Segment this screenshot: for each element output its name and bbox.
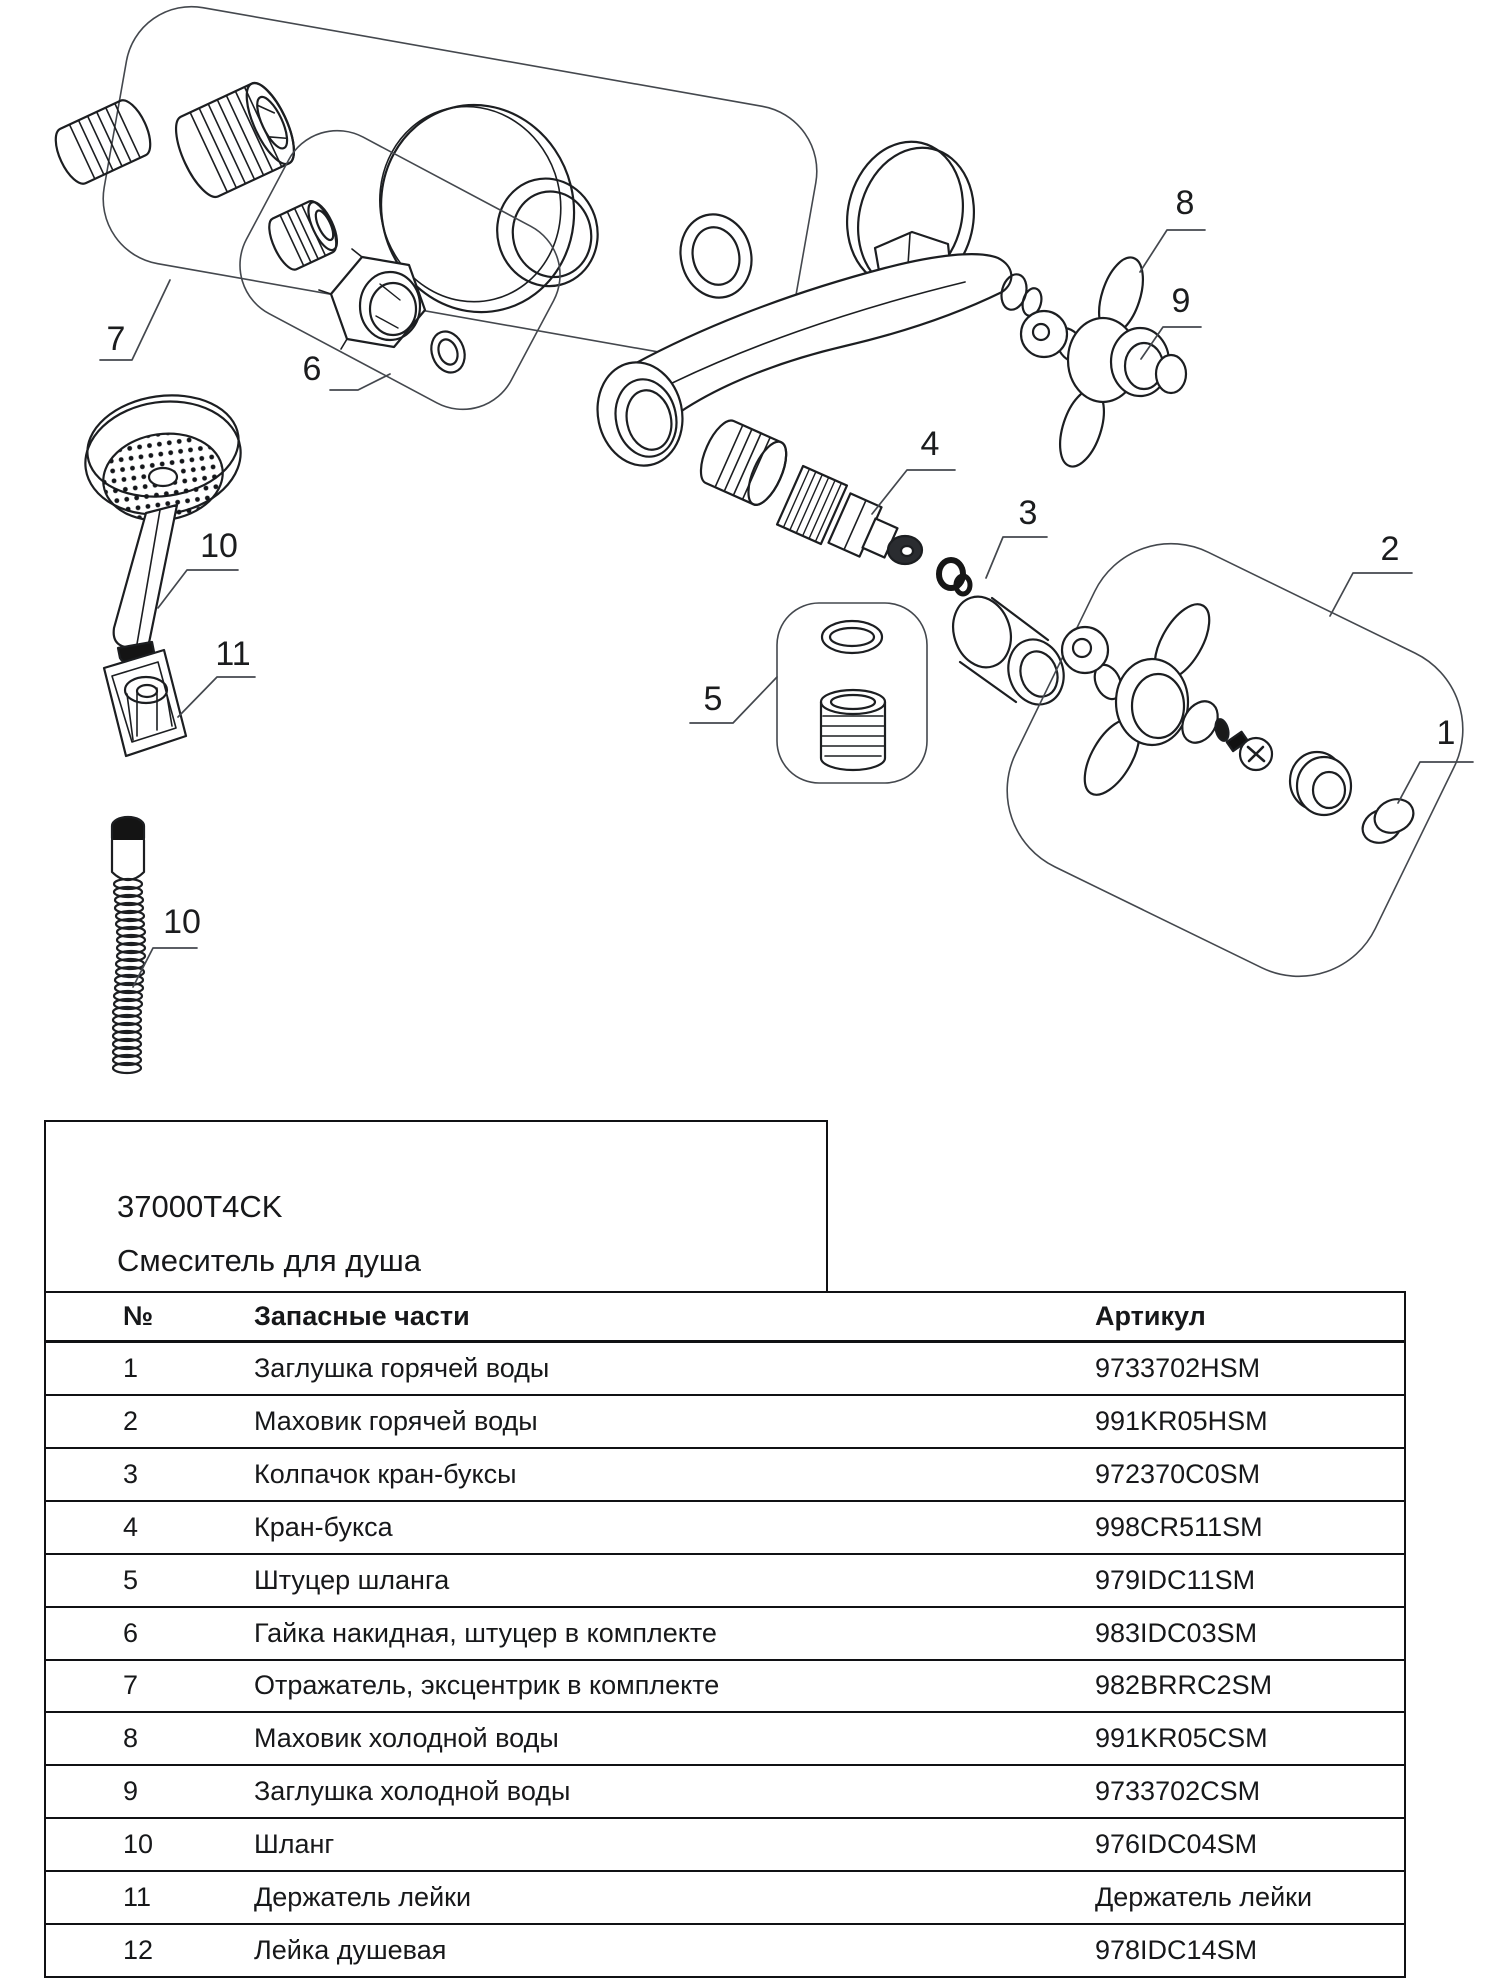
table-row xyxy=(46,1500,1404,1553)
cell-num: 2 xyxy=(123,1405,139,1436)
callout-8: 8 xyxy=(1175,184,1195,222)
o-ring-6 xyxy=(426,327,470,377)
cell-num: 11 xyxy=(123,1882,152,1913)
table-row xyxy=(46,1606,1404,1659)
cell-article: 979IDC11SM xyxy=(1095,1564,1256,1595)
title-block xyxy=(44,1120,828,1291)
cell-article: 972370C0SM xyxy=(1095,1458,1261,1489)
header-num: № xyxy=(123,1301,154,1331)
group-nipple-kit xyxy=(777,603,927,783)
leader-4 xyxy=(872,470,955,514)
header-parts: Запасные части xyxy=(254,1301,470,1331)
part-holder xyxy=(104,650,186,756)
callout-7: 7 xyxy=(106,320,126,358)
cell-article: 9733702CSM xyxy=(1095,1776,1261,1807)
group-handle-kit xyxy=(979,515,1491,1005)
nipple-6 xyxy=(263,196,344,273)
cell-article: 998CR511SM xyxy=(1095,1511,1263,1542)
union-nut xyxy=(319,249,425,349)
kit-7-outline xyxy=(93,0,828,374)
cell-name: Заглушка горячей воды xyxy=(254,1352,550,1383)
part-plug-cold xyxy=(1111,328,1186,396)
cell-num: 3 xyxy=(123,1458,139,1489)
handle-washer xyxy=(1213,718,1230,742)
callout-5: 5 xyxy=(703,680,723,718)
leader-2 xyxy=(1330,573,1412,616)
table-row xyxy=(46,1447,1404,1500)
cell-num: 6 xyxy=(123,1617,139,1648)
hose-nipple xyxy=(821,690,885,770)
part-cartridge xyxy=(693,415,922,564)
table-row xyxy=(46,1870,1404,1923)
cell-article: 982BRRC2SM xyxy=(1095,1670,1273,1701)
callout-10-hose: 10 xyxy=(163,903,201,941)
callout-4: 4 xyxy=(920,425,940,463)
callout-11: 11 xyxy=(215,635,251,673)
callout-3: 3 xyxy=(1018,494,1038,532)
cell-article: 976IDC04SM xyxy=(1095,1829,1258,1860)
handle-screw xyxy=(1227,732,1272,770)
callout-6: 6 xyxy=(302,350,322,388)
parts-table xyxy=(44,1291,1406,1978)
handle-ring xyxy=(1290,752,1351,815)
part-bushing xyxy=(939,560,970,594)
table-row xyxy=(46,1817,1404,1870)
cell-num: 10 xyxy=(123,1829,154,1860)
cell-name: Держатель лейки xyxy=(254,1882,472,1913)
cell-name: Кран-букса xyxy=(254,1511,393,1542)
callout-labels xyxy=(107,184,1456,941)
cell-num: 4 xyxy=(123,1511,139,1542)
cell-name: Гайка накидная, штуцер в комплекте xyxy=(254,1617,717,1648)
kit-2-outline xyxy=(979,515,1491,1005)
part-shower-head xyxy=(78,386,248,666)
callout-9: 9 xyxy=(1171,282,1191,320)
leader-3 xyxy=(986,537,1047,578)
callout-2: 2 xyxy=(1380,530,1400,568)
part-cap-cartridge xyxy=(944,589,1072,712)
cell-article: Держатель лейки xyxy=(1095,1882,1313,1913)
cell-name: Штуцер шланга xyxy=(254,1564,450,1595)
table-header-row xyxy=(46,1293,1404,1341)
cell-num: 12 xyxy=(123,1935,154,1966)
cell-num: 1 xyxy=(123,1352,139,1383)
eccentric-fitting xyxy=(49,77,304,203)
part-plug-hot xyxy=(1357,793,1419,849)
table-row xyxy=(46,1553,1404,1606)
table-row xyxy=(46,1923,1404,1976)
table-row xyxy=(46,1659,1404,1712)
cell-name: Маховик холодной воды xyxy=(254,1723,559,1754)
cell-name: Маховик горячей воды xyxy=(254,1405,538,1436)
cell-num: 5 xyxy=(123,1564,139,1595)
handle-hot xyxy=(1062,596,1225,804)
part-hose xyxy=(112,817,145,1073)
cell-num: 7 xyxy=(123,1670,139,1701)
table-row xyxy=(46,1394,1404,1447)
cell-num: 9 xyxy=(123,1776,139,1807)
cell-name: Отражатель, эксцентрик в комплекте xyxy=(254,1670,720,1701)
o-ring-7 xyxy=(672,207,760,305)
callout-1: 1 xyxy=(1436,714,1456,752)
cell-name: Колпачок кран-буксы xyxy=(254,1458,517,1489)
cell-article: 991KR05CSM xyxy=(1095,1723,1268,1754)
cell-article: 9733702HSM xyxy=(1095,1352,1261,1383)
cell-num: 8 xyxy=(123,1723,139,1754)
cell-article: 978IDC14SM xyxy=(1095,1935,1258,1966)
leader-8 xyxy=(1140,230,1205,272)
cell-article: 983IDC03SM xyxy=(1095,1617,1258,1648)
leader-10a xyxy=(158,570,238,608)
callout-10-shower: 10 xyxy=(200,527,238,565)
cell-name: Шланг xyxy=(254,1829,335,1860)
table-row xyxy=(46,1711,1404,1764)
product-code: 37000T4CK xyxy=(117,1189,283,1224)
cell-name: Заглушка холодной воды xyxy=(254,1776,571,1807)
product-name: Смеситель для душа xyxy=(117,1243,421,1278)
header-article: Артикул xyxy=(1095,1301,1206,1331)
leader-11 xyxy=(178,677,255,717)
group-reflector-kit xyxy=(49,0,828,374)
cell-article: 991KR05HSM xyxy=(1095,1405,1268,1436)
table-row xyxy=(46,1764,1404,1817)
table-row xyxy=(46,1341,1404,1394)
leader-6 xyxy=(330,374,390,390)
cell-name: Лейка душевая xyxy=(254,1935,447,1966)
leader-1 xyxy=(1398,762,1473,803)
